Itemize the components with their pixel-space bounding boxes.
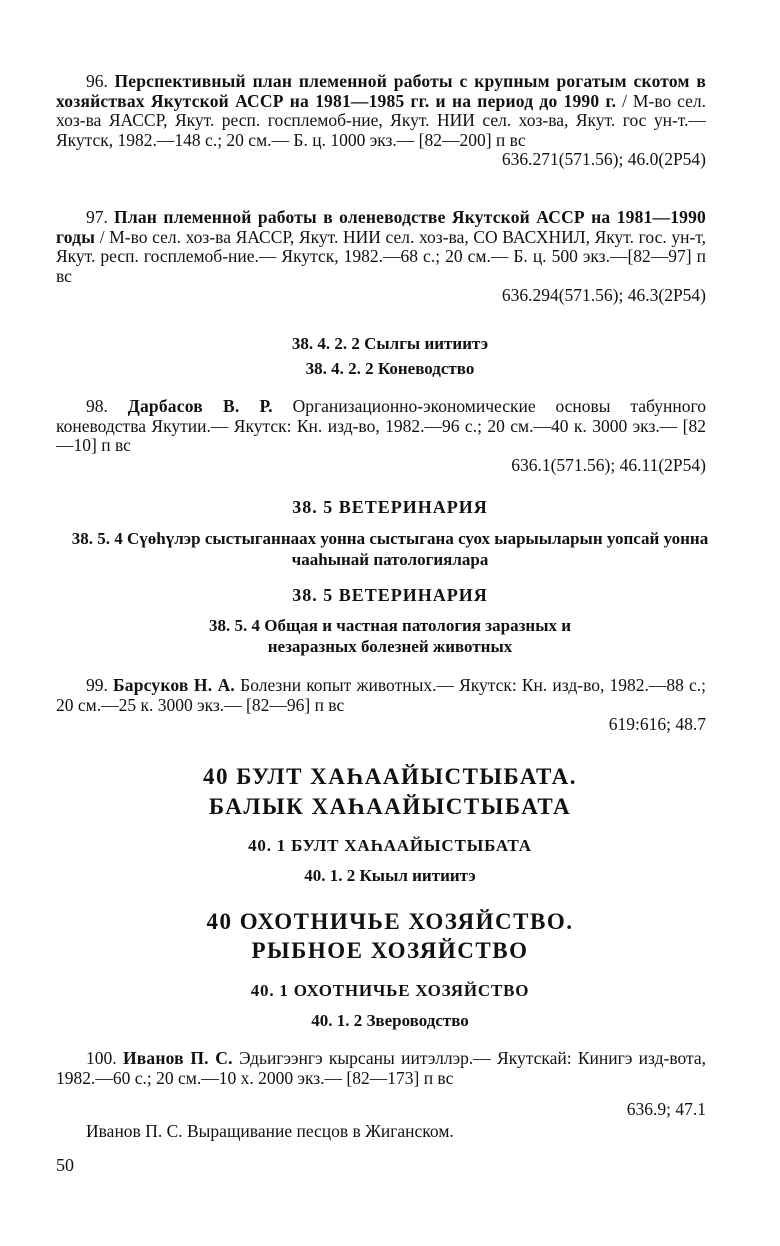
entry-99 <box>56 676 706 735</box>
heading-40-1-2-yakut: 40. 1. 2 Кыыл иитиитэ <box>304 866 476 885</box>
heading-40-ru-line-1: 40 ОХОТНИЧЬЕ ХОЗЯЙСТВО. <box>206 909 574 934</box>
heading-38-5-4-ru: 38. 5. 4 Общая и частная патология заразных и незаразных болезней животных <box>208 616 572 656</box>
trailing-entry-line: Иванов П. С. Выращивание песцов в Жиганском. <box>86 1120 454 1141</box>
entry-description: Эдьигээнгэ кырсаны иитэллэр.— Якутскай: Кинигэ изд-вота, 1982.—60 с.; 20 см.—10 х. 2000 экз.— [82—173] п вс <box>56 1048 707 1088</box>
entry-description: / М-во сел. хоз-ва ЯАССР, Якут. НИИ сел. хоз-ва, СО ВАСХНИЛ, Якут. гос. ун-т, Якут. респ. госплемоб-ние.— Якутск, 1982.—68 с.; 20 см.— Б. ц. 500 экз.—[82—97] п вс <box>56 226 706 286</box>
entry-title: Перспективный план племенной работы с крупным рогатым скотом в хозяйствах Якутской АССР на 1981—1985 гг. и на период до 1990 г. <box>56 71 707 111</box>
entry-description: Организационно-экономические основы табунного коневодства Якутии.— Якутск: Кн. изд-во, 1982.—96 с.; 20 см.—40 к. 3000 экз.— [82—10] п вс <box>56 396 707 455</box>
entry-text <box>56 676 706 715</box>
heading-38-5-yakut: 38. 5 ВЕТЕРИНАРИЯ <box>292 497 488 517</box>
entry-text <box>56 397 706 456</box>
entry-96 <box>56 72 706 170</box>
udc-code: 619:616; 48.7 <box>608 714 706 734</box>
entry-number: 100. <box>86 1048 117 1068</box>
entry-description: / М-во сел. хоз-ва ЯАССР, Якут. респ. госплемоб-ние, Якут. НИИ сел. хоз-ва, Якут. гос ун-т.— Якутск, 1982.—148 с.; 20 см.— Б. ц. 1000 экз.— [82—200] п вс <box>56 90 707 150</box>
entry-number: 97. <box>86 207 108 227</box>
udc-code: 636.9; 47.1 <box>626 1099 706 1119</box>
udc-code: 636.294(571.56); 46.3(2Р54) <box>501 285 706 305</box>
entry-text <box>56 72 706 150</box>
heading-40-1-2-ru: 40. 1. 2 Звероводство <box>311 1011 469 1030</box>
entry-title: Дарбасов В. Р. <box>127 396 273 416</box>
heading-38-4-2-2-ru: 38. 4. 2. 2 Коневодство <box>305 359 475 378</box>
heading-40-yakut-line-1: 40 БУЛТ ХАҺААЙЫСТЫБАТА. <box>202 764 578 789</box>
entry-description: Болезни копыт животных.— Якутск: Кн. изд-во, 1982.—88 с.; 20 см.—25 к. 3000 экз.— [82—96] п вс <box>56 675 707 715</box>
entry-number: 98. <box>86 396 108 416</box>
entry-title: Иванов П. С. <box>122 1048 233 1068</box>
entry-title: Барсуков Н. А. <box>113 675 236 695</box>
udc-code: 636.1(571.56); 46.11(2Р54) <box>511 454 706 475</box>
heading-40-ru-line-2: РЫБНОЕ ХОЗЯЙСТВО <box>251 938 529 963</box>
heading-38-5-ru: 38. 5 ВЕТЕРИНАРИЯ <box>292 585 488 605</box>
udc-code: 636.271(571.56); 46.0(2Р54) <box>501 149 706 169</box>
entry-text <box>56 1049 706 1088</box>
entry-title: План племенной работы в оленеводстве Якутской АССР на 1981—1990 годы <box>56 207 707 247</box>
page-number: 50 <box>56 1155 74 1175</box>
heading-40-1-ru: 40. 1 ОХОТНИЧЬЕ ХОЗЯЙСТВО <box>250 981 530 1000</box>
entry-100 <box>56 1049 706 1141</box>
heading-38-5-4-yakut: 38. 5. 4 Сүөһүлэр сыстыганнаах уонна сыстыгана суох ыарыыларын уопсай уонна чааһынай патологиялара <box>71 529 709 569</box>
entry-number: 96. <box>86 71 108 91</box>
heading-40-yakut-line-2: БАЛЫК ХАҺААЙЫСТЫБАТА <box>208 794 572 819</box>
heading-38-4-2-2-yakut: 38. 4. 2. 2 Сылгы иитиитэ <box>291 334 489 353</box>
heading-40-1-yakut: 40. 1 БУЛТ ХАҺААЙЫСТЫБАТА <box>248 836 532 855</box>
entry-number: 99. <box>86 675 108 695</box>
entry-98 <box>56 397 706 475</box>
entry-text <box>56 208 706 286</box>
entry-97 <box>56 208 706 306</box>
